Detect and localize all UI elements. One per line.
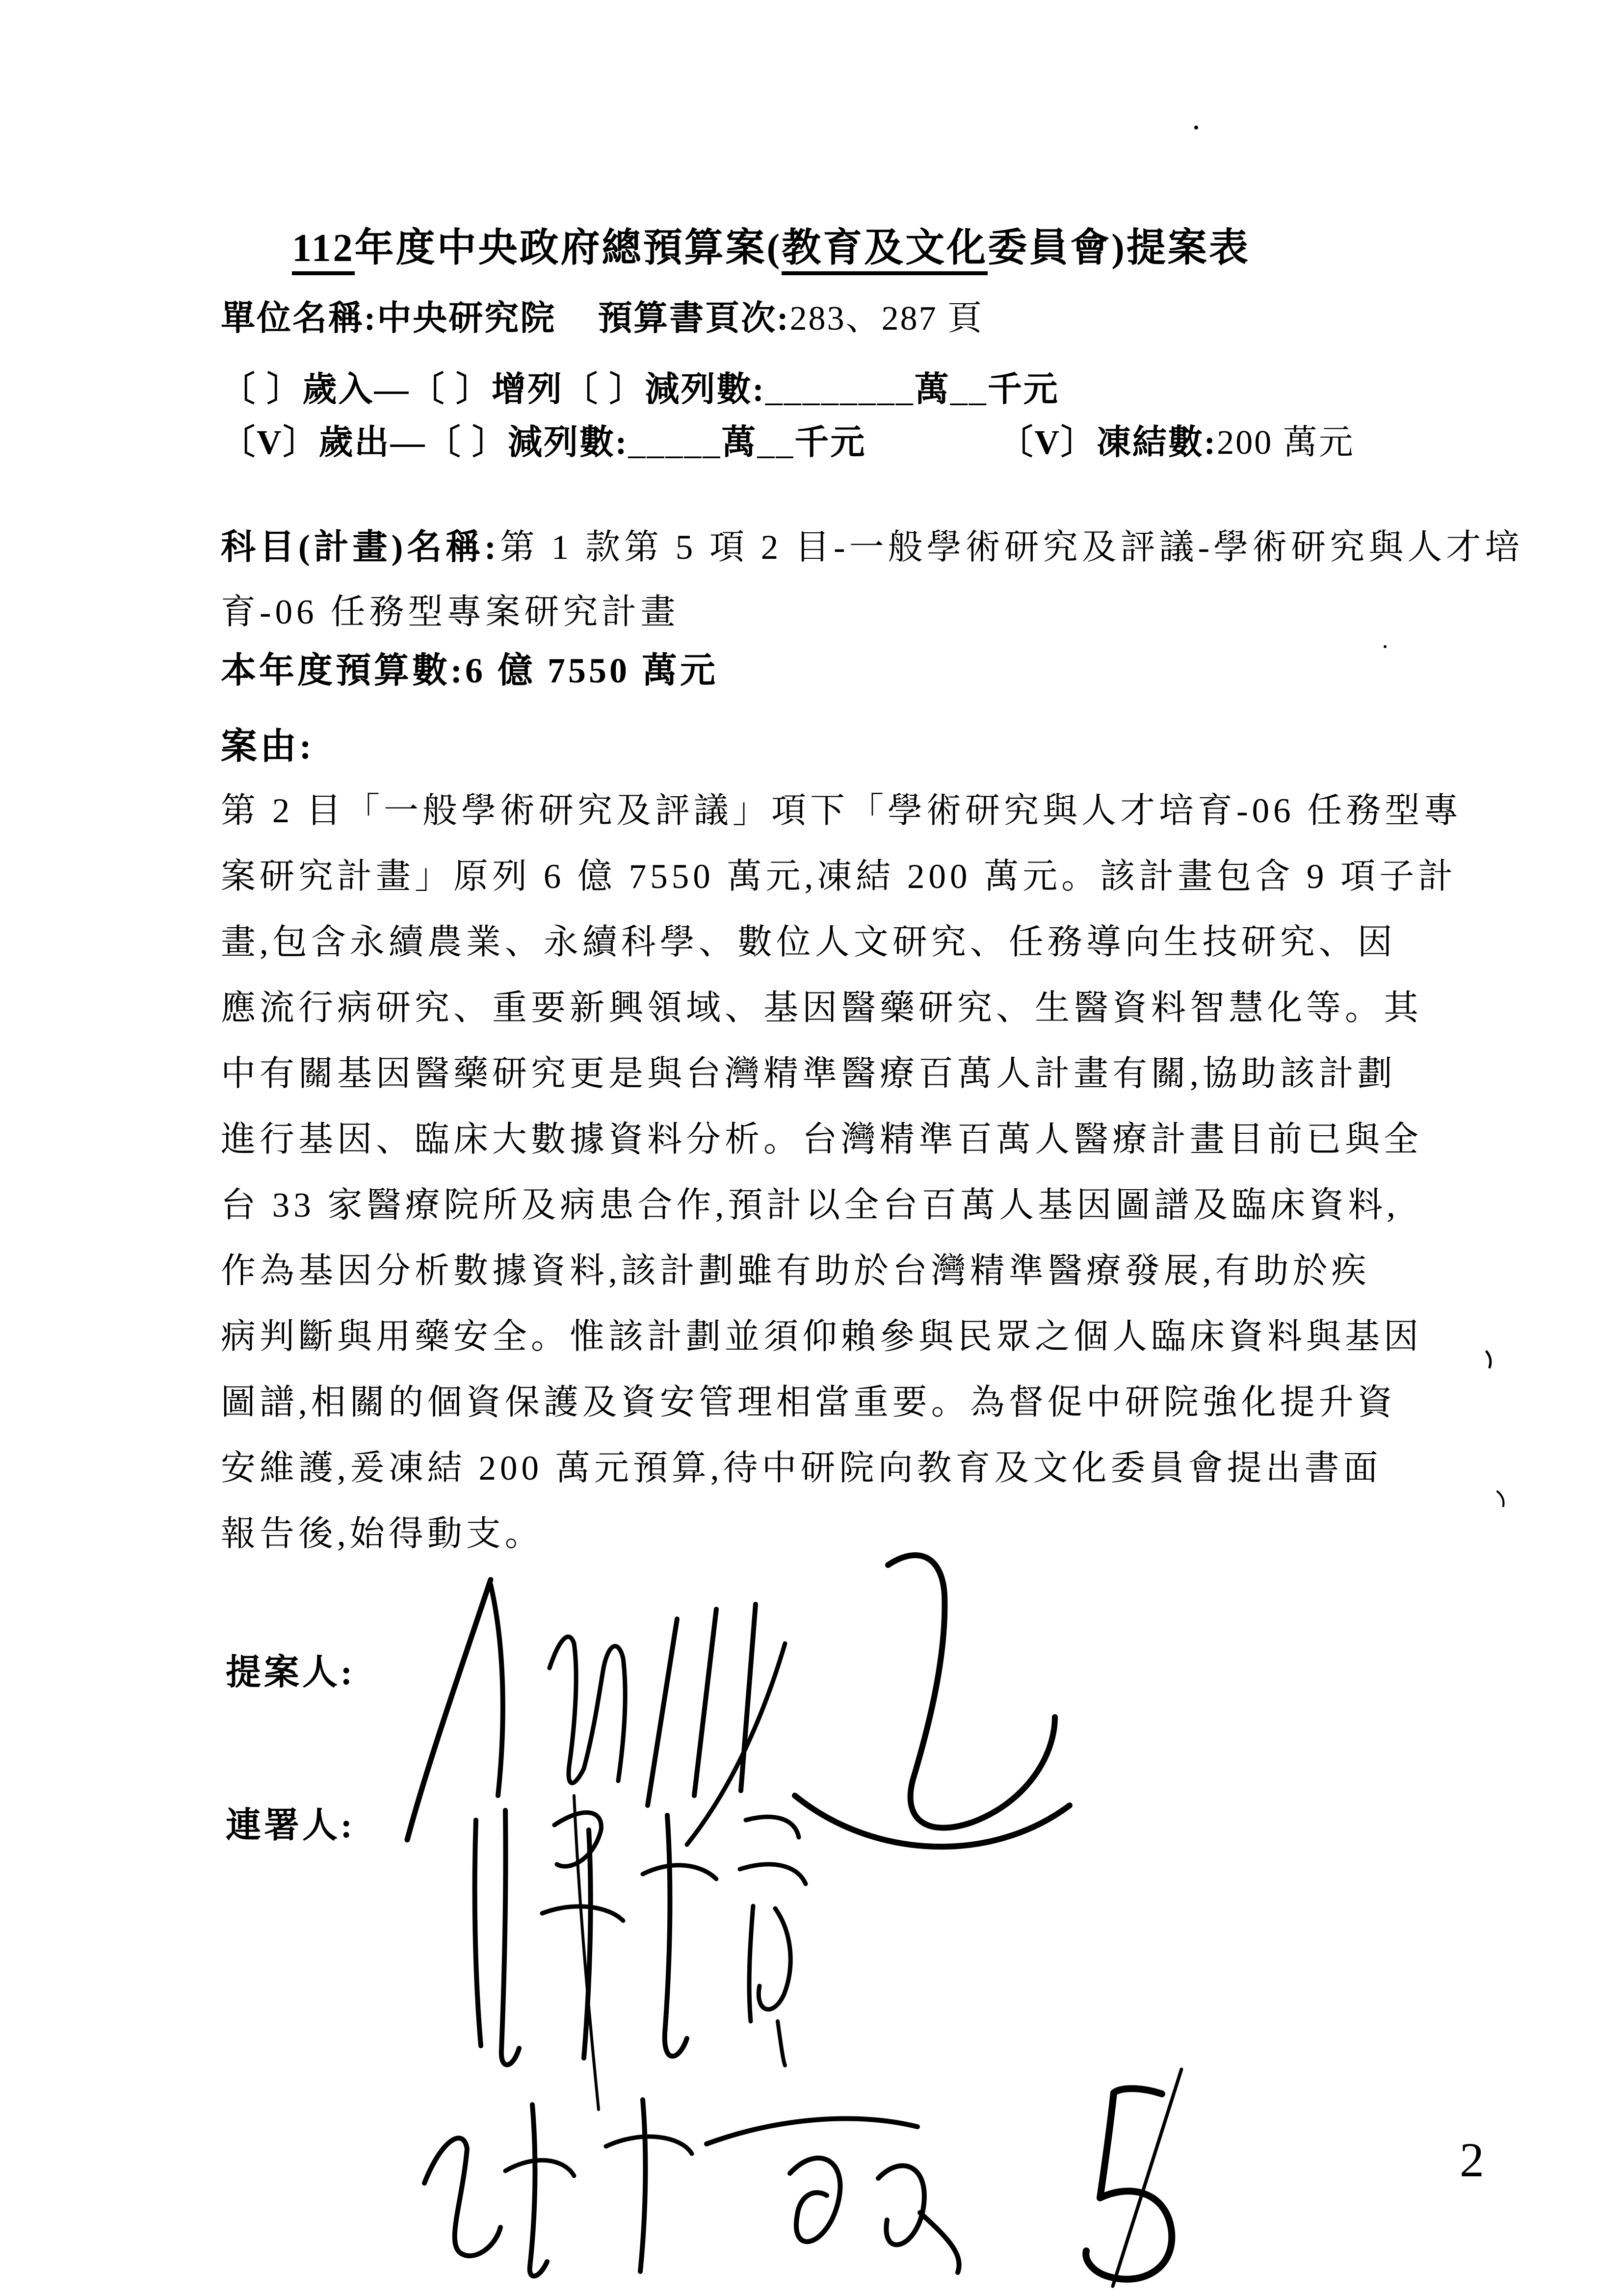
dash: — xyxy=(374,371,410,409)
reason-line: 安維護,爰凍結 200 萬元預算,待中研院向教育及文化委員會提出書面 xyxy=(221,1449,1382,1487)
decrease-checkbox: 〔 〕 xyxy=(563,371,645,409)
amount-blank: _____ xyxy=(628,424,722,462)
increase-label: 增列 xyxy=(492,371,563,409)
page-number: 2 xyxy=(1460,2133,1484,2187)
title-year-underlined: 112 xyxy=(292,227,355,275)
subject-value-1: 第 1 款第 5 項 2 目-一般學術研究及評議-學術研究與人才培 xyxy=(499,528,1524,567)
title-committee-underlined: 教育及文化 xyxy=(782,227,988,275)
reason-line: 台 33 家醫療院所及病患合作,預計以全台百萬人基因圖譜及臨床資料, xyxy=(221,1186,1400,1225)
subject-label: 科目(計畫)名稱: xyxy=(221,528,500,567)
amount-blank: ________ xyxy=(765,371,915,409)
decrease-label: 減列數: xyxy=(508,424,629,462)
budget-label: 本年度預算數: xyxy=(221,651,465,690)
budget-book-page-label: 預算書頁次: xyxy=(598,300,790,338)
unit-name-label: 單位名稱: xyxy=(221,300,377,338)
budget-book-page-value: 283、287 頁 xyxy=(789,300,984,338)
expenditure-checkbox-checked: 〔V〕 xyxy=(221,424,319,462)
reason-line: 進行基因、臨床大數據資料分析。台灣精準百萬人醫療計畫目前已與全 xyxy=(221,1121,1423,1159)
wan-unit: 萬 xyxy=(914,371,950,409)
reason-line: 第 2 目「一般學術研究及評議」項下「學術研究與人才培育-06 任務型專 xyxy=(221,792,1463,830)
freeze-checkbox-checked: 〔V〕 xyxy=(998,424,1097,462)
increase-checkbox: 〔 〕 xyxy=(410,371,492,409)
reason-line: 報告後,始得動支。 xyxy=(221,1515,544,1553)
reason-line: 病判斷與用藥安全。惟該計劃並須仰賴參與民眾之個人臨床資料與基因 xyxy=(221,1318,1423,1356)
amount-blank-2: __ xyxy=(757,424,795,462)
subject-value-2: 育-06 任務型專案研究計畫 xyxy=(221,593,680,631)
freeze-amount: 200 萬元 xyxy=(1217,424,1355,462)
revenue-label: 歲入 xyxy=(302,371,374,409)
qianyuan-unit: 千元 xyxy=(987,371,1059,409)
decrease-label: 減列數: xyxy=(645,371,765,409)
reason-line: 案研究計畫」原列 6 億 7550 萬元,凍結 200 萬元。該計畫包含 9 項子計 xyxy=(221,858,1457,896)
proposer-label: 提案人: xyxy=(226,1653,355,1692)
amount-blank-2: __ xyxy=(950,371,988,409)
reason-heading: 案由: xyxy=(221,727,314,767)
reason-line: 作為基因分析數據資料,該計劃雖有助於台灣精準醫療發展,有助於疾 xyxy=(221,1252,1370,1290)
decrease-checkbox: 〔 〕 xyxy=(426,424,508,462)
reason-line: 中有關基因醫藥研究更是與台灣精準醫療百萬人計畫有關,協助該計劃 xyxy=(221,1055,1396,1093)
reason-line: 應流行病研究、重要新興領域、基因醫藥研究、生醫資料智慧化等。其 xyxy=(221,989,1423,1027)
expenditure-label: 歲出 xyxy=(318,424,391,462)
unit-name-value: 中央研究院 xyxy=(377,300,556,338)
revenue-checkbox: 〔 〕 xyxy=(221,371,303,409)
wan-unit: 萬 xyxy=(721,424,758,462)
cosigner-label: 連署人: xyxy=(226,1806,355,1845)
dash: — xyxy=(390,424,426,462)
title-part2: 委員會)提案表 xyxy=(988,227,1250,270)
reason-line: 圖譜,相關的個資保護及資安管理相當重要。為督促中研院強化提升資 xyxy=(221,1383,1396,1422)
freeze-label: 凍結數: xyxy=(1096,424,1217,462)
budget-value: 6 億 7550 萬元 xyxy=(465,651,718,690)
reason-line: 畫,包含永續農業、永續科學、數位人文研究、任務導向生技研究、因 xyxy=(221,923,1396,962)
qianyuan-unit: 千元 xyxy=(794,424,866,462)
title-part1: 年度中央政府總預算案( xyxy=(354,227,782,270)
